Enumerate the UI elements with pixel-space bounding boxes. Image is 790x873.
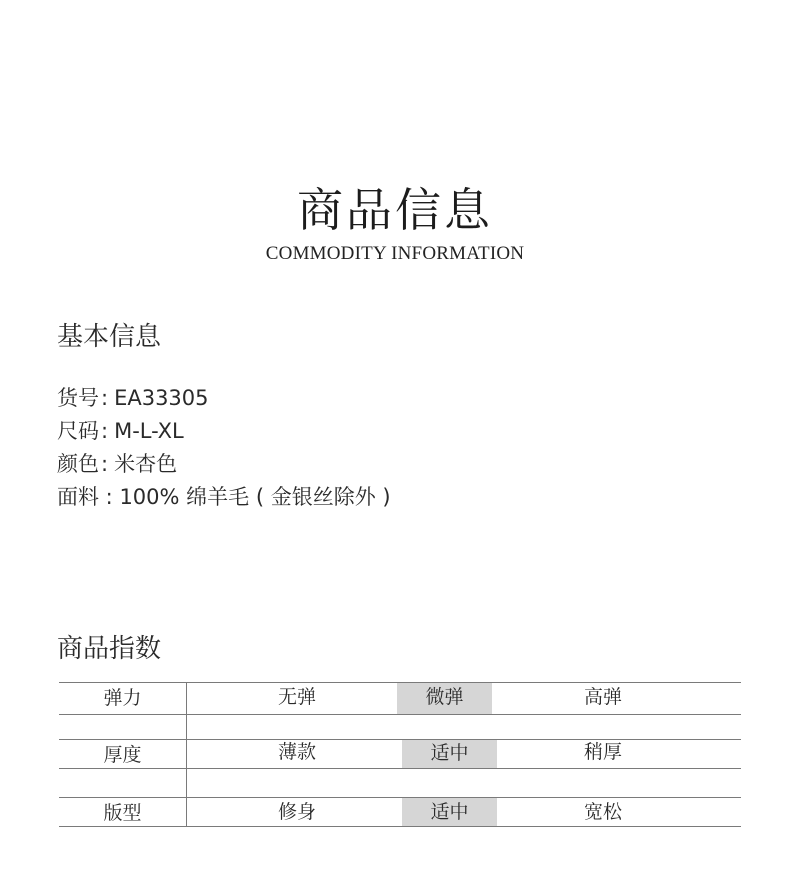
info-label: 尺码 [57,419,99,443]
info-row-color [57,448,391,481]
index-option-selected: 适中 [402,798,497,826]
index-row-label-empty [59,769,187,797]
index-row-spacer [59,769,741,798]
info-row-fabric [57,481,391,514]
index-option: 无弹 [277,686,316,708]
index-row-label: 版型 [59,798,187,826]
product-index-table [59,682,741,827]
index-option: 宽松 [583,801,622,823]
index-row-spacer [59,715,741,740]
info-label: 颜色 [57,452,99,476]
index-option: 稍厚 [583,741,622,763]
info-separator: : [101,419,109,443]
index-row-fit [59,798,741,827]
info-row-size [57,415,391,448]
index-option: 薄款 [277,741,316,763]
basic-info-heading: 基本信息 [57,322,162,352]
basic-info-list [57,382,391,514]
info-label: 面料 [57,485,99,509]
product-index-heading: 商品指数 [57,634,162,664]
info-value: M-L-XL [114,419,184,443]
info-row-item-number [57,382,391,415]
index-row-thickness [59,740,741,769]
info-separator: : [101,452,109,476]
page-subtitle: COMMODITY INFORMATION [265,243,525,264]
index-row-label: 厚度 [59,740,187,768]
index-row-elasticity [59,683,741,715]
info-value: EA33305 [114,386,209,410]
info-separator: : [99,485,120,509]
index-row-label-empty [59,715,187,739]
info-separator: : [101,386,109,410]
info-value: 米杏色 [114,452,178,476]
page-title: 商品信息 [297,183,493,237]
index-row-label: 弹力 [59,683,187,714]
index-option: 修身 [277,801,316,823]
info-value: 100% 绵羊毛 ( 金银丝除外 ) [119,485,391,509]
index-option-selected: 适中 [402,740,497,768]
info-label: 货号 [57,386,99,410]
index-option-selected: 微弹 [397,683,492,714]
index-option: 高弹 [583,686,622,708]
